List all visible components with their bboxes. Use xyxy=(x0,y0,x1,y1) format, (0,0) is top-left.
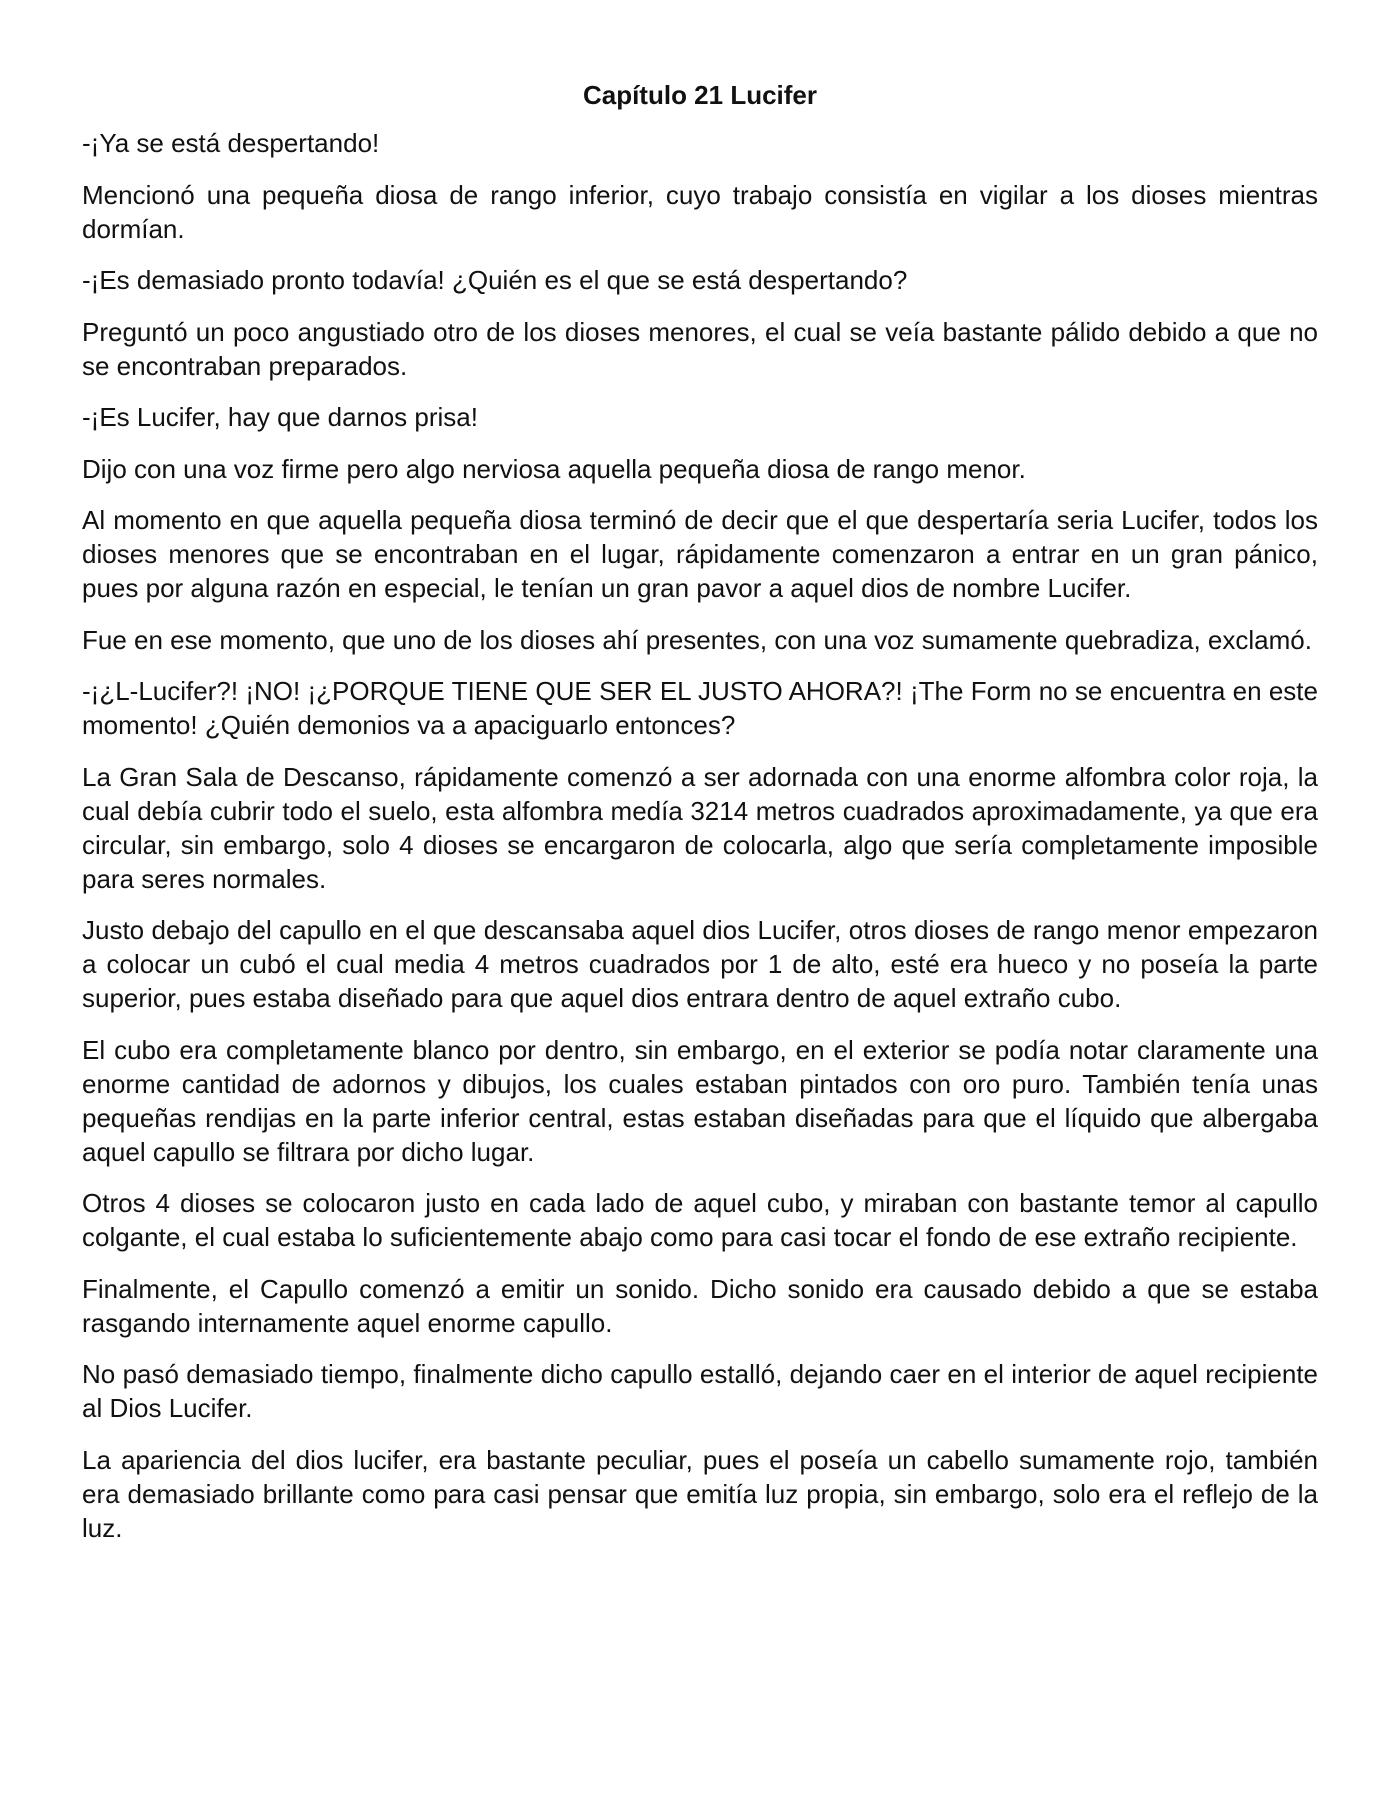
paragraph: Otros 4 dioses se colocaron justo en cada lado de aquel cubo, y miraban con bastante temor al capullo colgante, el cual estaba lo suficientemente abajo como para casi tocar el fondo de ese extraño recipiente. xyxy=(82,1188,1318,1252)
paragraph: Preguntó un poco angustiado otro de los dioses menores, el cual se veía bastante pálido debido a que no se encontraban preparados. xyxy=(82,316,1318,381)
paragraph: -¡Es demasiado pronto todavía! ¿Quién es el que se está despertando? xyxy=(82,265,908,295)
paragraph: La Gran Sala de Descanso, rápidamente comenzó a ser adornada con una enorme alfombra color roja, la cual debía cubrir todo el suelo, esta alfombra medía 3214 metros cuadrados aproximadamente, ya que era circular, sin embargo, solo 4 dioses se encargaron de colocarla, algo que sería completamente imposible para seres normales. xyxy=(82,761,1318,894)
paragraph: Mencionó una pequeña diosa de rango inferior, cuyo trabajo consistía en vigilar a los dioses mientras dormían. xyxy=(82,179,1318,244)
paragraph: Dijo con una voz firme pero algo nerviosa aquella pequeña diosa de rango menor. xyxy=(82,453,1026,484)
paragraph: No pasó demasiado tiempo, finalmente dicho capullo estalló, dejando caer en el interior de aquel recipiente al Dios Lucifer. xyxy=(82,1359,1318,1423)
paragraph: Al momento en que aquella pequeña diosa terminó de decir que el que despertaría seria Lucifer, todos los dioses menores que se encontraban en el lugar, rápidamente comenzaron a entrar en un gran pánico, pues por alguna razón en especial, le tenían un gran pavor a aquel dios de nombre Lucifer. xyxy=(82,505,1318,603)
paragraph: Finalmente, el Capullo comenzó a emitir un sonido. Dicho sonido era causado debido a que se estaba rasgando internamente aquel enorme capullo. xyxy=(82,1273,1318,1338)
paragraph: La apariencia del dios lucifer, era bastante peculiar, pues el poseía un cabello sumamente rojo, también era demasiado brillante como para casi pensar que emitía luz propia, sin embargo, solo era el reflejo de la luz. xyxy=(82,1444,1318,1543)
paragraph: Justo debajo del capullo en el que descansaba aquel dios Lucifer, otros dioses de rango menor empezaron a colocar un cubó el cual media 4 metros cuadrados por 1 de alto, esté era hueco y no poseía la parte superior, pues estaba diseñado para que aquel dios entrara dentro de aquel extraño cubo. xyxy=(82,915,1318,1013)
paragraph: -¡Ya se está despertando! xyxy=(82,128,380,158)
paragraph: -¡¿L-Lucifer?! ¡NO! ¡¿PORQUE TIENE QUE SER EL JUSTO AHORA?! ¡The Form no se encuentra en este momento! ¿Quién demonios va a apaciguarlo entonces? xyxy=(82,676,1318,740)
chapter-title: Capítulo 21 Lucifer xyxy=(582,80,818,110)
paragraph: El cubo era completamente blanco por dentro, sin embargo, en el exterior se podía notar claramente una enorme cantidad de adornos y dibujos, los cuales estaban pintados con oro puro. También tenía unas pequeñas rendijas en la parte inferior central, estas estaban diseñadas para que el líquido que albergaba aquel capullo se filtrara por dicho lugar. xyxy=(82,1034,1318,1167)
document-page xyxy=(82,78,1318,1562)
paragraph: Fue en ese momento, que uno de los dioses ahí presentes, con una voz sumamente quebradiza, exclamó. xyxy=(82,624,1312,655)
paragraph: -¡Es Lucifer, hay que darnos prisa! xyxy=(82,402,478,432)
